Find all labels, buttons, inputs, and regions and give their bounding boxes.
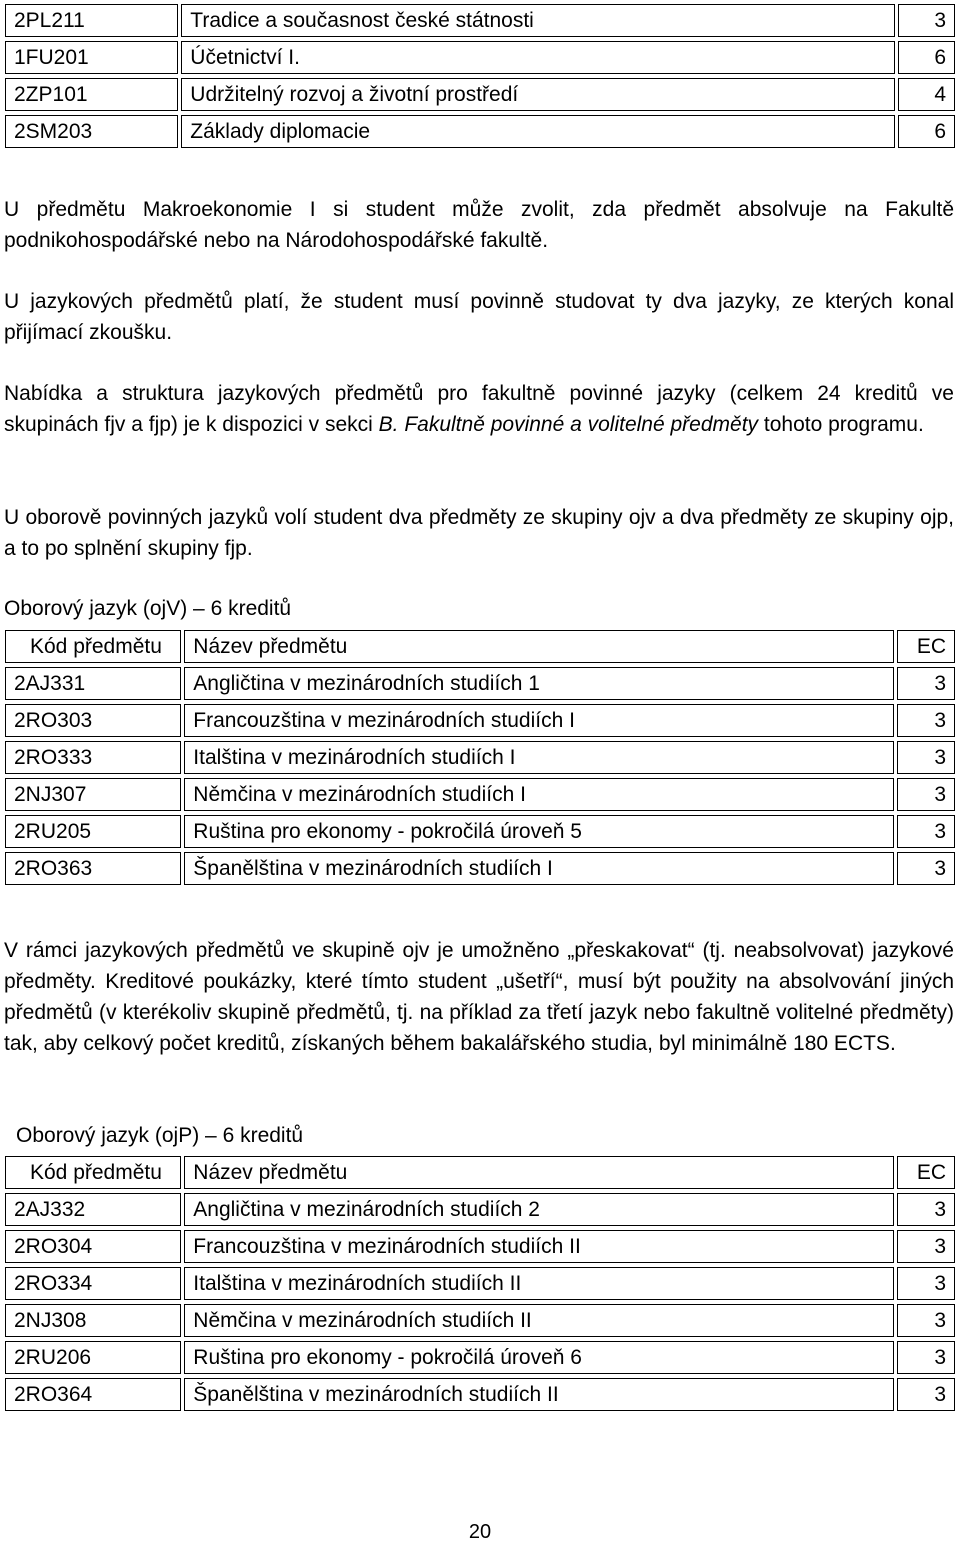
course-name: Němčina v mezinárodních studiích II (184, 1304, 893, 1337)
course-code: 2NJ307 (5, 778, 181, 811)
course-code: 2RO334 (5, 1267, 181, 1300)
table-row (5, 4, 955, 37)
table-row (5, 41, 955, 74)
table-row (5, 1230, 955, 1263)
table-header-row (5, 1156, 955, 1189)
header-code: Kód předmětu (5, 630, 181, 663)
course-code: 2NJ308 (5, 1304, 181, 1337)
course-code: 1FU201 (5, 41, 178, 74)
section-reference: B. Fakultně povinné a volitelné předměty (378, 413, 759, 436)
header-ec: EC (897, 630, 955, 663)
table-row (5, 741, 955, 774)
paragraph-language-rule: U jazykových předmětů platí, že student musí povinně studovat ty dva jazyky, ze kterých konal přijímací zkoušku. (4, 290, 954, 344)
header-name: Název předmětu (184, 630, 893, 663)
course-ec: 3 (897, 1193, 955, 1226)
header-name: Název předmětu (184, 1156, 893, 1189)
course-code: 2RO364 (5, 1378, 181, 1411)
course-ec: 3 (897, 741, 955, 774)
course-ec: 3 (897, 1230, 955, 1263)
course-name: Italština v mezinárodních studiích I (184, 741, 893, 774)
course-name: Španělština v mezinárodních studiích II (184, 1378, 893, 1411)
course-code: 2RU206 (5, 1341, 181, 1374)
course-name: Základy diplomacie (181, 115, 894, 148)
course-code: 2SM203 (5, 115, 178, 148)
course-code: 2RO363 (5, 852, 181, 885)
table-row (5, 778, 955, 811)
paragraph-ojv-ojp: U oborově povinných jazyků volí student dva předměty ze skupiny ojv a dva předměty ze skupiny ojp, a to po splnění skupiny fjp. (4, 506, 954, 560)
table-header-row (5, 630, 955, 663)
table-row (5, 1378, 955, 1411)
course-name: Francouzština v mezinárodních studiích II (184, 1230, 893, 1263)
course-code: 2RO304 (5, 1230, 181, 1263)
course-code: 2AJ331 (5, 667, 181, 700)
course-ec: 3 (897, 667, 955, 700)
ojp-course-table (2, 1152, 958, 1415)
course-code: 2AJ332 (5, 1193, 181, 1226)
table-row (5, 78, 955, 111)
table-row (5, 1304, 955, 1337)
table-row (5, 815, 955, 848)
course-name: Francouzština v mezinárodních studiích I (184, 704, 893, 737)
course-code: 2PL211 (5, 4, 178, 37)
table-row (5, 1341, 955, 1374)
course-code: 2ZP101 (5, 78, 178, 111)
course-code: 2RO333 (5, 741, 181, 774)
course-name: Španělština v mezinárodních studiích I (184, 852, 893, 885)
course-name: Angličtina v mezinárodních studiích 1 (184, 667, 893, 700)
course-name: Ruština pro ekonomy - pokročilá úroveň 5 (184, 815, 893, 848)
paragraph-makroekonomie: U předmětu Makroekonomie I si student může zvolit, zda předmět absolvuje na Fakultě podnikohospodářské nebo na Národohospodářské fakultě. (4, 198, 954, 252)
table-row (5, 704, 955, 737)
course-ec: 3 (897, 1341, 955, 1374)
paragraph-language-offer-end: tohoto programu. (758, 413, 924, 436)
course-ec: 3 (897, 852, 955, 885)
header-code: Kód předmětu (5, 1156, 181, 1189)
course-name: Italština v mezinárodních studiích II (184, 1267, 893, 1300)
course-ec: 3 (897, 704, 955, 737)
course-ec: 3 (897, 815, 955, 848)
header-ec: EC (897, 1156, 955, 1189)
course-ec: 3 (897, 778, 955, 811)
course-ec: 6 (898, 115, 955, 148)
course-code: 2RU205 (5, 815, 181, 848)
table-row (5, 1267, 955, 1300)
paragraph-language-offer (4, 378, 954, 440)
ojv-course-table (2, 626, 958, 889)
course-name: Tradice a současnost české státnosti (181, 4, 894, 37)
course-name: Udržitelný rozvoj a životní prostředí (181, 78, 894, 111)
course-name: Němčina v mezinárodních studiích I (184, 778, 893, 811)
course-ec: 3 (897, 1304, 955, 1337)
course-name: Ruština pro ekonomy - pokročilá úroveň 6 (184, 1341, 893, 1374)
course-ec: 3 (898, 4, 955, 37)
paragraph-skipping: V rámci jazykových předmětů ve skupině ojv je umožněno „přeskakovat“ (tj. neabsolvovat) jazykové předměty. Kreditové poukázky, které tímto student „ušetří“, musí být použity na absolvování jiných předmětů (v kterékoliv skupině předmětů, tj. na příklad za třetí jazyk nebo fakultně volitelné předměty) tak, aby celkový počet kreditů, získaných během bakalářského studia, byl minimálně 180 ECTS. (4, 939, 954, 1055)
course-ec: 4 (898, 78, 955, 111)
course-ec: 3 (897, 1267, 955, 1300)
top-course-table (2, 0, 958, 152)
course-name: Angličtina v mezinárodních studiích 2 (184, 1193, 893, 1226)
table-row (5, 667, 955, 700)
page-number: 20 (468, 1521, 492, 1543)
paragraph-language-offer-text: Nabídka a struktura jazykových předmětů pro fakultně povinné jazyky (celkem 24 kreditů ve skupinách fjv a fjp) je k dispozici v sekci (4, 382, 954, 436)
course-code: 2RO303 (5, 704, 181, 737)
course-name: Účetnictví I. (181, 41, 894, 74)
ojp-caption: Oborový jazyk (ojP) – 6 kreditů (16, 1124, 304, 1147)
ojv-caption: Oborový jazyk (ojV) – 6 kreditů (4, 597, 292, 620)
table-row (5, 1193, 955, 1226)
course-ec: 3 (897, 1378, 955, 1411)
table-row (5, 852, 955, 885)
table-row (5, 115, 955, 148)
course-ec: 6 (898, 41, 955, 74)
